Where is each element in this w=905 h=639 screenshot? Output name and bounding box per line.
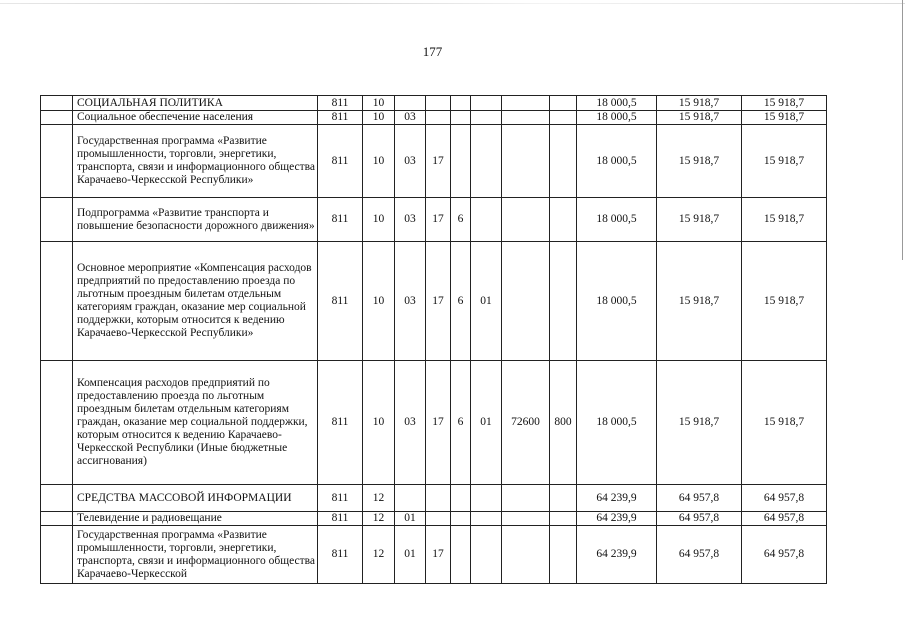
table-row: [41, 512, 827, 526]
cell-v1: 64 239,9: [577, 512, 657, 526]
item-name-cell: Государственная программа «Развитие промышленности, торговли, энергетики, транспорта, связи и информационного общества Карачаево-Черкесской Республики»: [73, 125, 318, 198]
table-row: [41, 242, 827, 361]
cell-gr: 811: [318, 96, 363, 111]
cell-pr: 03: [395, 242, 426, 361]
cell-rz: 10: [363, 361, 395, 485]
page-number: 177: [422, 44, 443, 59]
row-index-cell: [41, 242, 73, 361]
cell-v1: 18 000,5: [577, 96, 657, 111]
cell-c4: [502, 526, 550, 584]
cell-rz: 12: [363, 512, 395, 526]
cell-v1: 18 000,5: [577, 111, 657, 125]
cell-pr: 01: [395, 512, 426, 526]
table-row: [41, 361, 827, 485]
row-index-cell: [41, 125, 73, 198]
cell-v3: 64 957,8: [742, 485, 827, 512]
cell-v1: 18 000,5: [577, 198, 657, 242]
cell-c2: [451, 125, 471, 198]
cell-pr: 03: [395, 361, 426, 485]
table-row: [41, 96, 827, 111]
cell-rz: 10: [363, 111, 395, 125]
cell-v3: 64 957,8: [742, 512, 827, 526]
item-name-cell: Компенсация расходов предприятий по предоставлению проезда по льготным проездным билетам отдельным категориям граждан, оказание мер социальной поддержки, которым относится к ведению Карачаево-Черкесской Республики (Иные бюджетные ассигнования): [73, 361, 318, 485]
cell-rz: 10: [363, 96, 395, 111]
budget-table: [40, 95, 827, 584]
cell-v2: 15 918,7: [657, 96, 742, 111]
cell-vr: 800: [550, 361, 577, 485]
cell-gr: 811: [318, 512, 363, 526]
table-body: [41, 96, 827, 584]
cell-c3: [471, 526, 502, 584]
cell-c3: [471, 96, 502, 111]
cell-rz: 10: [363, 242, 395, 361]
cell-v3: 15 918,7: [742, 96, 827, 111]
cell-c1: 17: [426, 125, 451, 198]
cell-c2: 6: [451, 361, 471, 485]
cell-c1: [426, 96, 451, 111]
cell-c1: 17: [426, 242, 451, 361]
cell-gr: 811: [318, 526, 363, 584]
cell-c4: [502, 125, 550, 198]
cell-gr: 811: [318, 242, 363, 361]
cell-c1: 17: [426, 198, 451, 242]
cell-vr: [550, 485, 577, 512]
cell-c4: [502, 198, 550, 242]
cell-v2: 64 957,8: [657, 526, 742, 584]
cell-gr: 811: [318, 361, 363, 485]
cell-v3: 15 918,7: [742, 198, 827, 242]
row-index-cell: [41, 198, 73, 242]
item-name-cell: СОЦИАЛЬНАЯ ПОЛИТИКА: [73, 96, 318, 111]
cell-v3: 15 918,7: [742, 125, 827, 198]
cell-gr: 811: [318, 198, 363, 242]
cell-pr: 03: [395, 111, 426, 125]
cell-v3: 15 918,7: [742, 242, 827, 361]
item-name-cell: Основное мероприятие «Компенсация расходов предприятий по предоставлению проезда по льготным проездным билетам отдельным категориям граждан, оказание мер социальной поддержки, которым относится к ведению Карачаево-Черкесской Республики»: [73, 242, 318, 361]
cell-gr: 811: [318, 111, 363, 125]
cell-c4: [502, 512, 550, 526]
scan-artifact-right: [902, 0, 903, 260]
cell-rz: 12: [363, 485, 395, 512]
cell-v3: 15 918,7: [742, 361, 827, 485]
cell-vr: [550, 242, 577, 361]
cell-v2: 15 918,7: [657, 242, 742, 361]
table-row: [41, 526, 827, 584]
cell-c2: [451, 485, 471, 512]
cell-c3: [471, 125, 502, 198]
cell-gr: 811: [318, 485, 363, 512]
cell-c3: [471, 111, 502, 125]
cell-c4: [502, 111, 550, 125]
item-name-cell: СРЕДСТВА МАССОВОЙ ИНФОРМАЦИИ: [73, 485, 318, 512]
cell-c1: [426, 485, 451, 512]
cell-c1: 17: [426, 361, 451, 485]
cell-vr: [550, 125, 577, 198]
cell-vr: [550, 512, 577, 526]
cell-c3: [471, 198, 502, 242]
cell-c4: [502, 485, 550, 512]
cell-pr: 01: [395, 526, 426, 584]
row-index-cell: [41, 485, 73, 512]
cell-rz: 10: [363, 198, 395, 242]
item-name-cell: Подпрограмма «Развитие транспорта и повышение безопасности дорожного движения»: [73, 198, 318, 242]
table-row: [41, 485, 827, 512]
cell-pr: [395, 485, 426, 512]
cell-v1: 64 239,9: [577, 526, 657, 584]
cell-v1: 18 000,5: [577, 242, 657, 361]
cell-rz: 12: [363, 526, 395, 584]
cell-vr: [550, 198, 577, 242]
cell-vr: [550, 526, 577, 584]
cell-c3: 01: [471, 242, 502, 361]
cell-pr: 03: [395, 125, 426, 198]
cell-v3: 15 918,7: [742, 111, 827, 125]
cell-vr: [550, 96, 577, 111]
cell-c2: [451, 111, 471, 125]
cell-v2: 15 918,7: [657, 361, 742, 485]
table-row: [41, 111, 827, 125]
row-index-cell: [41, 111, 73, 125]
cell-v1: 64 239,9: [577, 485, 657, 512]
cell-v2: 64 957,8: [657, 512, 742, 526]
cell-c3: [471, 485, 502, 512]
cell-v3: 64 957,8: [742, 526, 827, 584]
item-name-cell: Социальное обеспечение населения: [73, 111, 318, 125]
cell-c1: [426, 512, 451, 526]
table-row: [41, 198, 827, 242]
cell-v1: 18 000,5: [577, 125, 657, 198]
cell-c4: [502, 96, 550, 111]
cell-c4: 72600: [502, 361, 550, 485]
cell-rz: 10: [363, 125, 395, 198]
cell-c1: [426, 111, 451, 125]
cell-c4: [502, 242, 550, 361]
cell-gr: 811: [318, 125, 363, 198]
row-index-cell: [41, 512, 73, 526]
cell-c2: [451, 512, 471, 526]
row-index-cell: [41, 526, 73, 584]
cell-v2: 15 918,7: [657, 125, 742, 198]
cell-c2: 6: [451, 198, 471, 242]
cell-c2: [451, 526, 471, 584]
item-name-cell: Телевидение и радиовещание: [73, 512, 318, 526]
row-index-cell: [41, 96, 73, 111]
table-row: [41, 125, 827, 198]
cell-pr: [395, 96, 426, 111]
item-name-cell: Государственная программа «Развитие промышленности, торговли, энергетики, транспорта, связи и информационного общества Карачаево-Черкесской: [73, 526, 318, 584]
cell-pr: 03: [395, 198, 426, 242]
cell-v2: 15 918,7: [657, 111, 742, 125]
cell-v1: 18 000,5: [577, 361, 657, 485]
cell-c1: 17: [426, 526, 451, 584]
scan-artifact-top: [0, 3, 905, 4]
cell-c3: 01: [471, 361, 502, 485]
cell-c3: [471, 512, 502, 526]
cell-c2: 6: [451, 242, 471, 361]
cell-v2: 15 918,7: [657, 198, 742, 242]
cell-c2: [451, 96, 471, 111]
row-index-cell: [41, 361, 73, 485]
cell-v2: 64 957,8: [657, 485, 742, 512]
cell-vr: [550, 111, 577, 125]
